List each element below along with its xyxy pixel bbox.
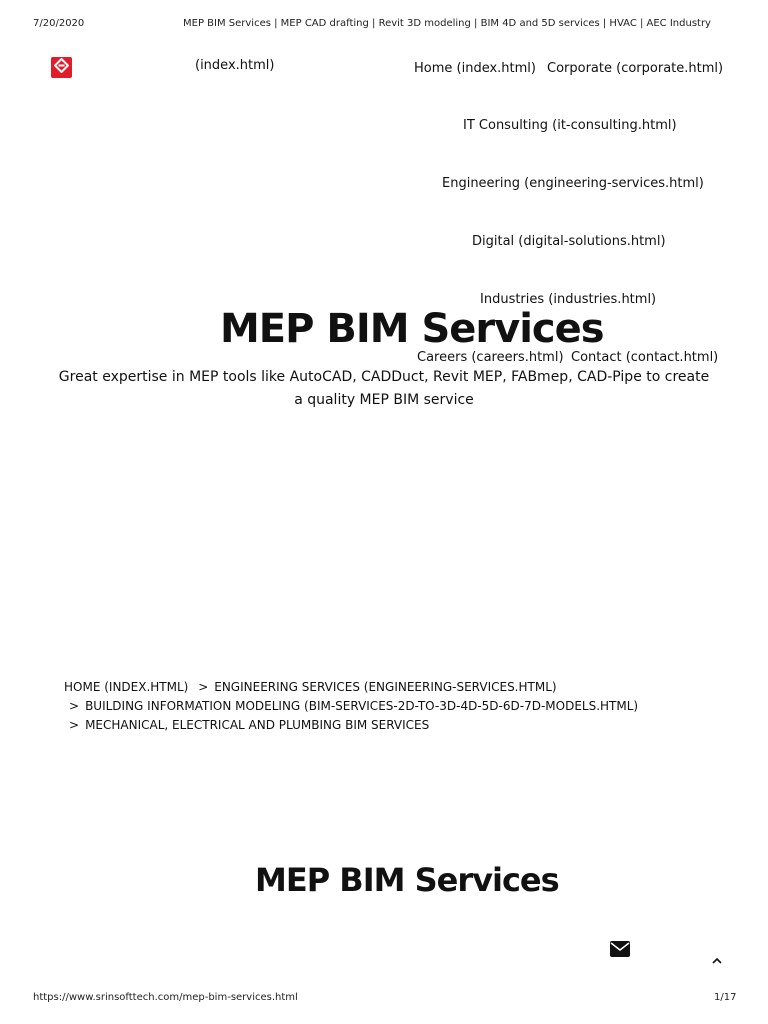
breadcrumb-separator: >	[198, 680, 209, 694]
nav-home[interactable]: Home (index.html)	[414, 61, 536, 76]
nav-industries[interactable]: Industries (industries.html)	[480, 292, 657, 307]
nav-it-consulting[interactable]: IT Consulting (it-consulting.html)	[463, 118, 677, 133]
logo-link[interactable]	[51, 57, 72, 78]
breadcrumb-current: MECHANICAL, ELECTRICAL AND PLUMBING BIM SERVICES	[85, 718, 430, 732]
print-url: https://www.srinsofttech.com/mep-bim-services.html	[33, 992, 298, 1003]
breadcrumb-engineering[interactable]: ENGINEERING SERVICES (ENGINEERING-SERVICES.HTML)	[214, 680, 557, 694]
nav-digital[interactable]: Digital (digital-solutions.html)	[472, 234, 666, 249]
breadcrumb-bim[interactable]: BUILDING INFORMATION MODELING (BIM-SERVICES-2D-TO-3D-4D-5D-6D-7D-MODELS.HTML)	[85, 699, 639, 713]
nav-engineering[interactable]: Engineering (engineering-services.html)	[442, 176, 704, 191]
breadcrumb	[64, 678, 638, 735]
print-page-number: 1/17	[714, 992, 737, 1003]
nav-careers[interactable]: Careers (careers.html)	[417, 350, 564, 365]
chevron-up-icon	[711, 950, 723, 969]
section-title: MEP BIM Services	[255, 861, 559, 899]
print-date: 7/20/2020	[33, 18, 85, 29]
breadcrumb-home[interactable]: HOME (INDEX.HTML)	[64, 680, 189, 694]
breadcrumb-separator: >	[69, 699, 80, 713]
logo-icon	[54, 58, 69, 77]
mail-button[interactable]	[609, 940, 631, 958]
back-to-top-button[interactable]	[711, 950, 723, 960]
envelope-icon	[609, 943, 631, 962]
print-page-title: MEP BIM Services | MEP CAD drafting | Revit 3D modeling | BIM 4D and 5D services | HVAC | AEC Industry	[183, 18, 711, 29]
nav-corporate[interactable]: Corporate (corporate.html)	[547, 61, 724, 76]
hero-subtitle: Great expertise in MEP tools like AutoCAD, CADDuct, Revit MEP, FABmep, CAD-Pipe to create a quality MEP BIM service	[58, 369, 710, 408]
logo-link-text[interactable]: (index.html)	[195, 58, 275, 73]
nav-contact[interactable]: Contact (contact.html)	[571, 350, 719, 365]
breadcrumb-separator: >	[69, 718, 80, 732]
hero-title: MEP BIM Services	[220, 306, 604, 352]
